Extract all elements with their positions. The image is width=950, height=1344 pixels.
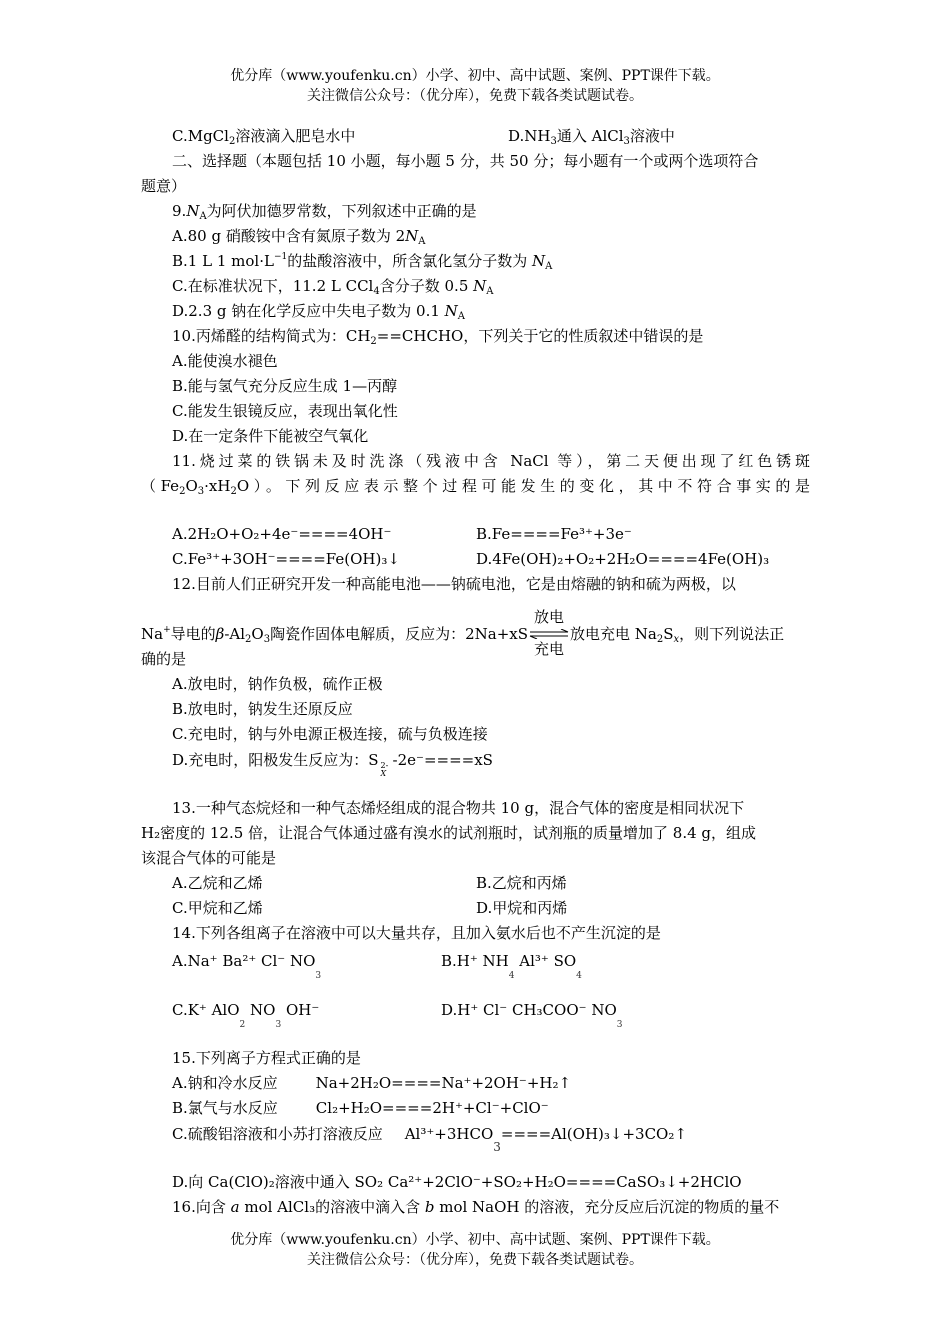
q14-option-c: C.K⁺ AlO$_2$ $NO_3$ OH⁻ (172, 1001, 320, 1030)
q12-stem-line-2: Na+导电的$\beta-Al_2O_3$陶瓷作固体电解质，反应为：2Na+xS 放电 充电 放电充电 $Na_2S_x$，则下列说法正 (141, 608, 785, 658)
q12-option-a: A.放电时，钠作负极，硫作正极 (172, 675, 383, 693)
q13-option-b: B.乙烷和丙烯 (476, 874, 567, 892)
footer-line-1: 优分库（www.youfenku.cn）小学、初中、高中试题、案例、PPT课件下载。 (230, 1232, 720, 1248)
q16-stem: 16.向含 a mol AlCl₃的溶液中滴入含 b mol NaOH 的溶液，充分反应后沉淀的物质的量不 (172, 1198, 780, 1216)
q15-option-a: A.钠和冷水反应 Na+2H₂O====Na⁺+2OH⁻+H₂↑ (172, 1074, 572, 1092)
q14-option-b: B.H⁺ $NH_4$ Al³⁺ $SO_4$ (441, 952, 582, 981)
q10-option-b: B.能与氢气充分反应生成 1—丙醇 (172, 377, 398, 395)
q11-option-c: C.Fe³⁺+3OH⁻====Fe(OH)₃↓ (172, 550, 400, 568)
q12-option-c: C.充电时，钠与外电源正极连接，硫与负极连接 (172, 725, 488, 743)
q13-option-a: A.乙烷和乙烯 (172, 874, 263, 892)
q10-option-d: D.在一定条件下能被空气氧化 (172, 427, 369, 445)
q13-option-c: C.甲烷和乙烯 (172, 899, 263, 917)
q15-option-b: B.氯气与水反应 Cl₂+H₂O====2H⁺+Cl⁻+ClO⁻ (172, 1099, 549, 1117)
q11-option-b: B.Fe====Fe³⁺+3e⁻ (476, 525, 632, 543)
q10-option-a: A.能使溴水褪色 (172, 352, 278, 370)
q12-option-d: D.充电时，阳极发生反应为：S 2- X -2e⁻====xS (172, 751, 493, 778)
q13-stem-line-1: 13.一种气态烷烃和一种气态烯烃组成的混合物共 10 g，混合气体的密度是相同状况下 (172, 799, 745, 817)
reversible-arrow: 放电 充电 (528, 625, 570, 645)
header-line-2: 关注微信公众号：（优分库），免费下载各类试题试卷。 (307, 88, 643, 104)
q11-stem-line-1: 11.烧过菜的铁锅未及时洗涤（残液中含 NaCl 等），第二天便出现了红色锈斑 (172, 452, 810, 470)
q11-option-d: D.4Fe(OH)₂+O₂+2H₂O====4Fe(OH)₃ (476, 550, 770, 568)
q15-stem: 15.下列离子方程式正确的是 (172, 1049, 361, 1067)
q9-stem: $9.N_A$为阿伏加德罗常数，下列叙述中正确的是 (172, 202, 477, 222)
q8-option-d: $D.NH_3$通入 AlCl$_3$溶液中 (508, 127, 675, 147)
q9-option-c: C.在标准状况下，11.2 L CCl$_4$含分子数 0.5 $N_A$ (172, 277, 494, 297)
q9-option-d: D.2.3 g 钠在化学反应中失电子数为 0.1 $N_A$ (172, 302, 466, 322)
q10-stem: 10.丙烯醛的结构简式为：$CH_2==CHCHO$，下列关于它的性质叙述中错误的是 (172, 327, 704, 347)
q12-stem-line-3: 确的是 (141, 650, 187, 668)
q13-stem-line-3: 该混合气体的可能是 (141, 849, 277, 867)
q14-option-d: D.H⁺ Cl⁻ CH₃COO⁻ $NO_3$ (441, 1001, 623, 1030)
section2-heading-cont: 题意） (141, 177, 187, 195)
section2-heading: 二、选择题（本题包括 10 小题，每小题 5 分，共 50 分；每小题有一个或两个选项符合 (172, 152, 759, 170)
q11-option-a: A.2H₂O+O₂+4e⁻====4OH⁻ (172, 525, 392, 543)
q13-option-d: D.甲烷和丙烯 (476, 899, 568, 917)
q12-stem-line-1: 12.目前人们正研究开发一种高能电池——钠硫电池，它是由熔融的钠和硫为两极，以 (172, 575, 736, 593)
q12-option-b: B.放电时，钠发生还原反应 (172, 700, 353, 718)
q14-stem: 14.下列各组离子在溶液中可以大量共存，且加入氨水后也不产生沉淀的是 (172, 924, 661, 942)
q13-stem-line-2: H₂密度的 12.5 倍，让混合气体通过盛有溴水的试剂瓶时，试剂瓶的质量增加了 8.4 g，组成 (141, 824, 757, 842)
header-line-1: 优分库（www.youfenku.cn）小学、初中、高中试题、案例、PPT课件下载。 (230, 68, 720, 84)
q15-option-c: C.硫酸铝溶液和小苏打溶液反应 $Al^{3+}+3HCO_3====Al(OH)_3↓+3CO_2↑$ (172, 1125, 687, 1154)
q8-option-c: C.MgCl$_2$溶液滴入肥皂水中 (172, 127, 356, 147)
footer-line-2: 关注微信公众号：（优分库），免费下载各类试题试卷。 (307, 1252, 643, 1268)
q15-option-d: D.向 Ca(ClO)₂溶液中通入 SO₂ Ca²⁺+2ClO⁻+SO₂+H₂O====CaSO₃↓+2HClO (172, 1173, 742, 1191)
q14-option-a: A.Na⁺ Ba²⁺ Cl⁻ $NO_3$ (172, 952, 322, 981)
q9-option-a: A.80 g 硝酸铵中含有氮原子数为 $2N_A$ (172, 227, 426, 247)
q10-option-c: C.能发生银镜反应，表现出氧化性 (172, 402, 398, 420)
q9-option-b: B.1 L 1 $mol\cdot L^{-1}$的盐酸溶液中，所含氯化氢分子数为 $N_A$ (172, 252, 553, 272)
q11-stem-line-2: $(Fe_2O_3\cdot xH_2O)$。下列反应表示整个过程可能发生的变化，其中不符合事实的是 (141, 477, 810, 497)
